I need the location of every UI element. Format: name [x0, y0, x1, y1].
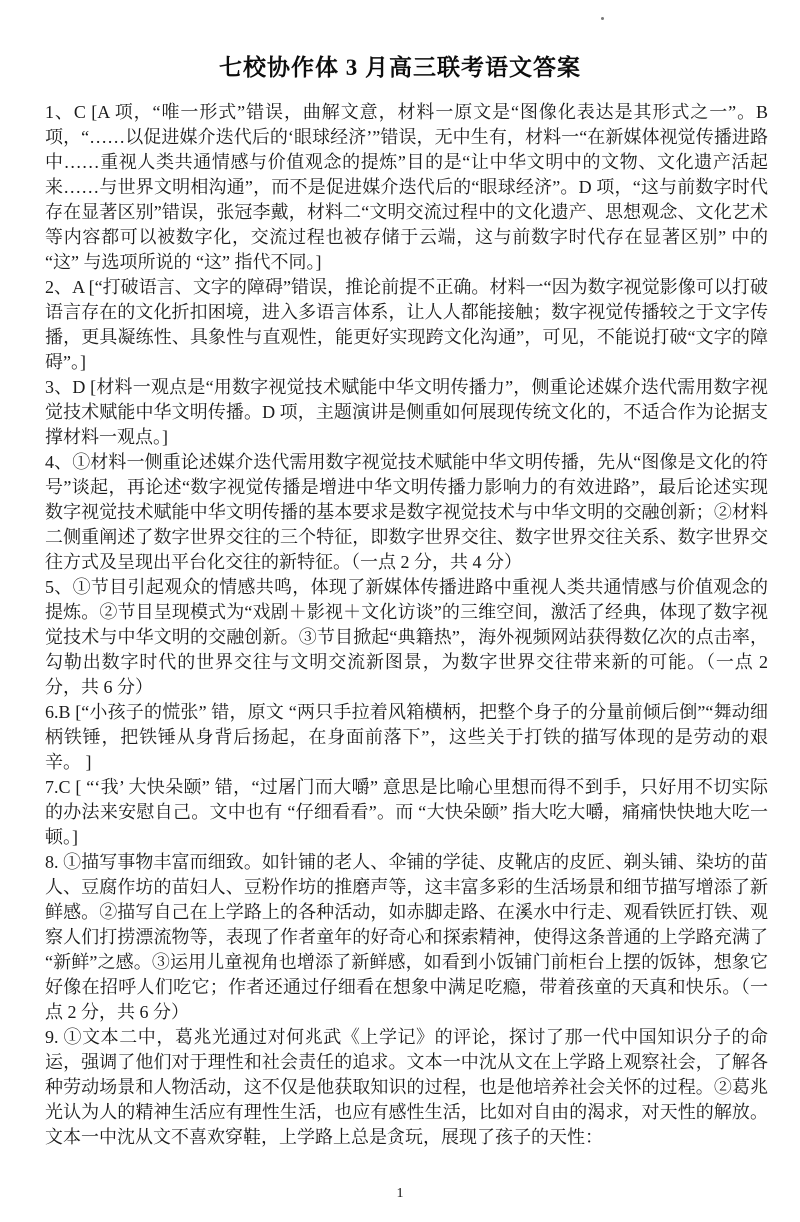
page-number: 1 [396, 1186, 404, 1201]
answer-list [0, 82, 800, 1150]
document-title: 七校协作体 3 月高三联考语文答案 [219, 55, 581, 80]
answer-paragraph: 4、①材料一侧重论述媒介迭代需用数字视觉技术赋能中华文明传播，先从“图像是文化的符号”谈起，再论述“数字视觉传播是增进中华文明传播力影响力的有效进路”，最后论述实现数字视觉技术赋能中华文明传播的基本要求是数字视觉技术与中华文明的交融创新；②材料二侧重阐述了数字世界交往的三个特征，即数字世界交往、数字世界交往关系、数字世界交往方式及呈现出平台化交往的新特征。（一点 2 分，共 4 分） [45, 452, 768, 572]
answer-paragraph: 6.B [“小孩子的慌张” 错，原文 “两只手拉着风箱横柄，把整个身子的分量前倾后倒”“舞动细柄铁锤，把铁锤从身背后扬起，在身面前落下”，这些关于打铁的描写体现的是劳动的艰辛。 ] [45, 702, 768, 772]
scan-speck-artifact [601, 17, 604, 20]
answer-paragraph: 2、A [“打破语言、文字的障碍”错误，推论前提不正确。材料一“因为数字视觉影像可以打破语言存在的文化折扣困境，进入多语言体系，让人人都能接触；数字视觉传播较之于文字传播，更具凝练性、具象性与直观性，能更好实现跨文化沟通”，可见，不能说打破“文字的障碍”。] [45, 277, 768, 372]
answer-paragraph: 3、D [材料一观点是“用数字视觉技术赋能中华文明传播力”，侧重论述媒介迭代需用数字视觉技术赋能中华文明传播。D 项，主题演讲是侧重如何展现传统文化的，不适合作为论据支撑材料一观点。] [45, 377, 768, 447]
answer-paragraph: 5、①节目引起观众的情感共鸣，体现了新媒体传播进路中重视人类共通情感与价值观念的提炼。②节目呈现模式为“戏剧＋影视＋文化访谈”的三维空间，激活了经典，体现了数字视觉技术与中华文明的交融创新。③节目掀起“典籍热”，海外视频网站获得数亿次的点击率，勾勒出数字时代的世界交往与文明交流新图景，为数字世界交往带来新的可能。（一点 2 分，共 6 分） [45, 577, 768, 697]
answer-paragraph: 8. ①描写事物丰富而细致。如针铺的老人、伞铺的学徒、皮靴店的皮匠、剃头铺、染坊的苗人、豆腐作坊的苗妇人、豆粉作坊的推磨声等，这丰富多彩的生活场景和细节描写增添了新鲜感。②描写自己在上学路上的各种活动，如赤脚走路、在溪水中行走、观看铁匠打铁、观察人们打捞漂流物等，表现了作者童年的好奇心和探索精神，使得这条普通的上学路充满了“新鲜”之感。③运用儿童视角也增添了新鲜感，如看到小饭铺门前柜台上摆的饭钵，想象它好像在招呼人们吃它；作者还通过仔细看在想象中满足吃瘾，带着孩童的天真和快乐。（一点 2 分，共 6 分） [45, 852, 768, 1022]
answer-paragraph: 1、C [A 项，“唯一形式”错误，曲解文意，材料一原文是“图像化表达是其形式之一”。B 项，“……以促进媒介迭代后的‘眼球经济’”错误，无中生有，材料一“在新媒体视觉传播进路中……重视人类共通情感与价值观念的提炼”目的是“让中华文明中的文物、文化遗产活起来……与世界文明相沟通”，而不是促进媒介迭代后的“眼球经济”。D 项，“这与前数字时代存在显著区别”错误，张冠李戴，材料二“文明交流过程中的文化遗产、思想观念、文化艺术等内容都可以被数字化，交流过程也被存储于云端，这与前数字时代存在显著区别” 中的 “这” 与选项所说的 “这” 指代不同。] [45, 102, 768, 272]
answer-paragraph: 9. ①文本二中，葛兆光通过对何兆武《上学记》的评论，探讨了那一代中国知识分子的命运，强调了他们对于理性和社会责任的追求。文本一中沈从文在上学路上观察社会，了解各种劳动场景和人物活动，这不仅是他获取知识的过程，也是他培养社会关怀的过程。②葛兆光认为人的精神生活应有理性生活，也应有感性生活，比如对自由的渴求，对天性的解放。文本一中沈从文不喜欢穿鞋，上学路上总是贪玩，展现了孩子的天性： [45, 1027, 768, 1147]
answer-paragraph: 7.C [ “‘我’ 大快朵颐” 错，“过屠门而大嚼” 意思是比喻心里想而得不到手，只好用不切实际的办法来安慰自己。文中也有 “仔细看看”。而 “大快朵颐” 指大吃大嚼，痛痛快快地大吃一顿。] [45, 777, 768, 847]
